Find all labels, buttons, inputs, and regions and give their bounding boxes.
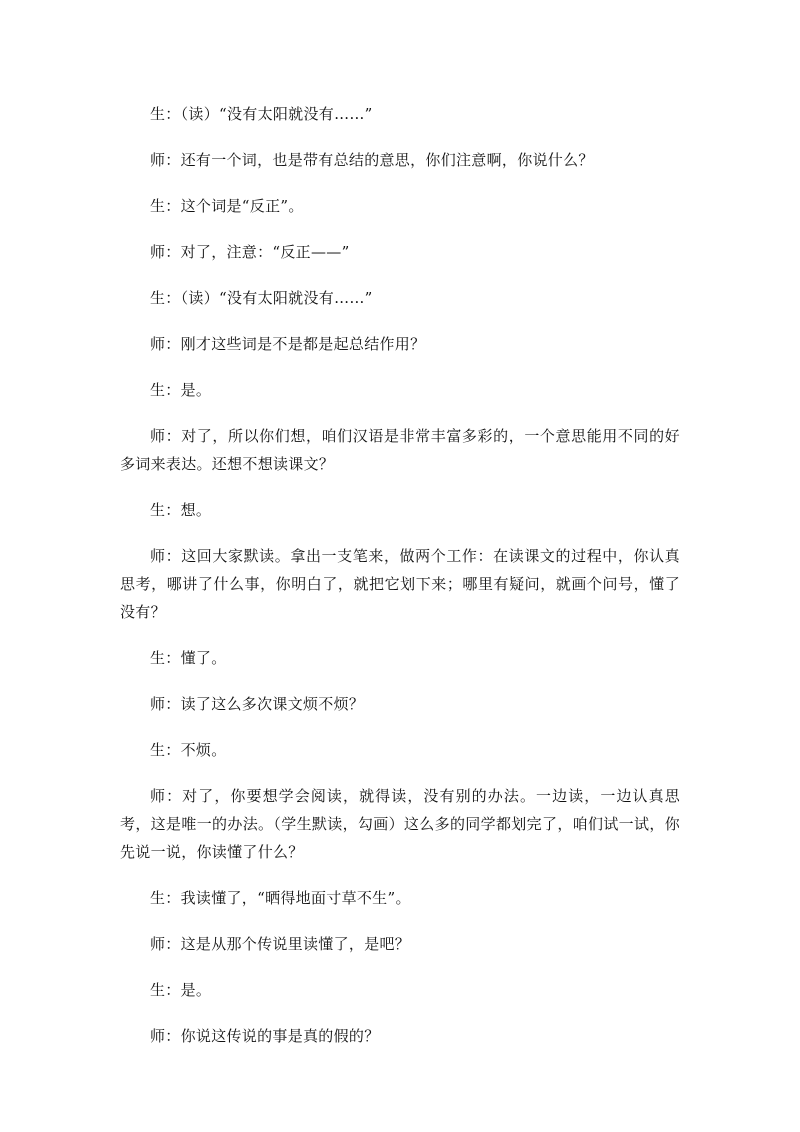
paragraph-18: 师：你说这传说的事是真的假的？ (150, 1027, 380, 1045)
paragraph-4: 师：对了，注意：“反正——” (150, 243, 350, 261)
paragraph-13: 生：不烦。 (150, 741, 227, 759)
paragraph-10: 师：这回大家默读。拿出一支笔来，做两个工作：在读课文的过程中，你认真思考，哪讲了什么事，你明白了，就把它划下来；哪里有疑问，就画个问号，懂了没有？ (120, 547, 680, 621)
paragraph-15: 生：我读懂了，“晒得地面寸草不生”。 (150, 889, 411, 907)
paragraph-17: 生：是。 (150, 981, 212, 999)
paragraph-5: 生：（读）“没有太阳就没有……” (150, 289, 373, 307)
dialogue-transcript (120, 100, 680, 1068)
paragraph-2: 师：还有一个词，也是带有总结的意思，你们注意啊，你说什么？ (150, 151, 594, 169)
paragraph-7: 生：是。 (150, 381, 212, 399)
paragraph-14: 师：对了，你要想学会阅读，就得读，没有别的办法。一边读，一边认真思考，这是唯一的办法。（学生默读，勾画）这么多的同学都划完了，咱们试一试，你先说一说，你读懂了什么？ (120, 787, 680, 861)
paragraph-16: 师：这是从那个传说里读懂了，是吧？ (150, 935, 411, 953)
paragraph-3: 生：这个词是“反正”。 (150, 197, 304, 215)
paragraph-8: 师：对了，所以你们想，咱们汉语是非常丰富多彩的，一个意思能用不同的好多词来表达。还想不想读课文？ (120, 427, 680, 473)
paragraph-9: 生：想。 (150, 501, 212, 519)
paragraph-6: 师：刚才这些词是不是都是起总结作用？ (150, 335, 426, 353)
paragraph-12: 师：读了这么多次课文烦不烦？ (150, 695, 365, 713)
paragraph-1: 生：（读）“没有太阳就没有……” (150, 105, 373, 123)
paragraph-11: 生：懂了。 (150, 649, 227, 667)
